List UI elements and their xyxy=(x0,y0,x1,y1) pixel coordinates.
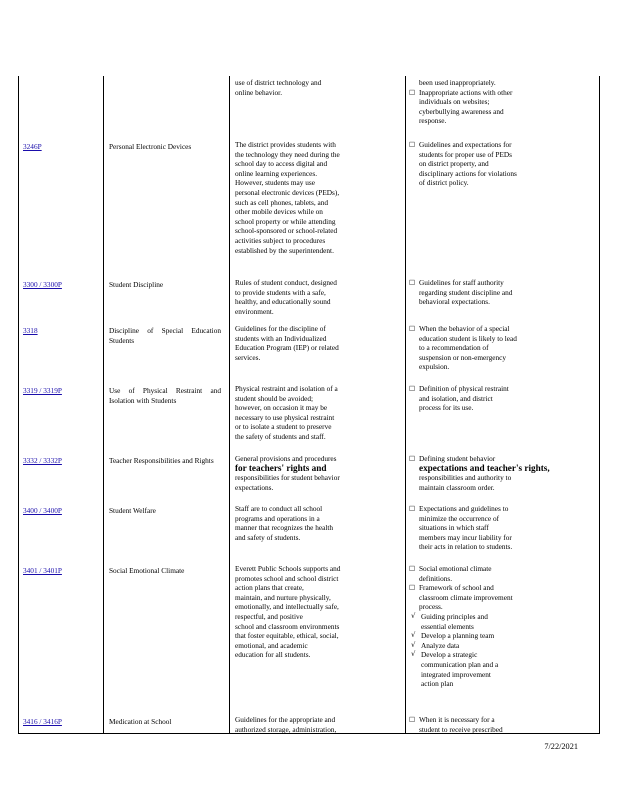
policy-code xyxy=(23,506,99,516)
column-divider xyxy=(405,76,406,733)
description-line: programs and operations in a xyxy=(235,513,320,523)
description-line: personal electronic devices (PEDs), xyxy=(235,187,340,197)
description-line: online behavior. xyxy=(235,87,283,97)
description-line: Education Program (IEP) or related xyxy=(235,343,339,353)
policy-code xyxy=(23,717,99,727)
description-line: emotional, and academic xyxy=(235,640,308,650)
notes-line xyxy=(409,78,569,88)
policy-description xyxy=(235,324,391,362)
policy-name-text: Personal Electronic Devices xyxy=(109,142,192,151)
description-line: or to isolate a student to preserve xyxy=(235,422,332,432)
notes-text: Expectations and guidelines to xyxy=(419,504,509,513)
notes-line xyxy=(409,564,569,574)
description-line: education for all students. xyxy=(235,650,311,660)
description-line: other mobile devices while on xyxy=(235,207,323,217)
notes-text: behavioral expectations. xyxy=(419,297,490,307)
sub-bullet-text: Analyze data xyxy=(421,640,460,650)
policy-notes xyxy=(409,454,569,492)
notes-line xyxy=(409,362,569,372)
notes-text: process. xyxy=(419,602,443,612)
notes-line xyxy=(409,116,569,126)
description-line: action plans that create, xyxy=(235,583,304,593)
policy-name xyxy=(109,142,221,152)
description-line: however, on occasion it may be xyxy=(235,403,328,413)
description-line: authorized storage, administration, xyxy=(235,724,337,734)
notes-line xyxy=(409,278,569,288)
notes-line xyxy=(409,403,569,413)
policy-description xyxy=(235,78,391,97)
description-line: to provide students with a safe, xyxy=(235,287,326,297)
policy-name xyxy=(109,456,221,466)
policy-name xyxy=(109,280,221,290)
description-line: school property or while attending xyxy=(235,216,336,226)
description-line: school-sponsored or school-related xyxy=(235,226,338,236)
policy-description xyxy=(235,454,391,492)
description-line: services. xyxy=(235,352,261,362)
policy-code xyxy=(23,566,99,576)
notes-text: students for proper use of PEDs xyxy=(419,149,513,159)
notes-line xyxy=(409,343,569,353)
policy-name xyxy=(109,506,221,516)
description-line: General provisions and procedures xyxy=(235,454,337,463)
sub-bullet-text: communication plan and a xyxy=(421,659,499,669)
description-line: However, students may use xyxy=(235,178,315,188)
description-line: manner that recognizes the health xyxy=(235,523,334,533)
policy-notes xyxy=(409,140,569,188)
notes-line xyxy=(409,394,569,404)
notes-line xyxy=(409,725,569,735)
description-line: and safety of students. xyxy=(235,532,301,542)
description-line: school and classroom environments xyxy=(235,621,340,631)
description-line: that foster equitable, ethical, social, xyxy=(235,631,339,641)
policy-notes xyxy=(409,564,569,689)
notes-text: response. xyxy=(419,116,447,126)
description-line: environment. xyxy=(235,306,274,316)
notes-line xyxy=(409,574,569,584)
description-line: the technology they need during the xyxy=(235,149,340,159)
description-line: established by the superintendent. xyxy=(235,245,334,255)
notes-text: situations in which staff xyxy=(419,523,489,533)
notes-line xyxy=(409,715,569,725)
policy-code xyxy=(23,456,99,466)
policy-description xyxy=(235,564,391,660)
notes-line xyxy=(409,542,569,552)
description-line: necessary to use physical restraint xyxy=(235,412,335,422)
policy-link[interactable]: 3416 / 3416P xyxy=(23,717,62,726)
check-mark-icon: √ xyxy=(411,640,416,649)
notes-text: regarding student discipline and xyxy=(419,287,513,297)
policy-notes xyxy=(409,384,569,413)
notes-line xyxy=(409,169,569,179)
notes-line xyxy=(409,159,569,169)
description-line: healthy, and educationally sound xyxy=(235,297,331,307)
notes-line xyxy=(409,583,569,593)
notes-line xyxy=(409,140,569,150)
policy-description xyxy=(235,278,391,316)
policy-name-text: Student Discipline xyxy=(109,280,164,289)
policy-link[interactable]: 3318 xyxy=(23,326,38,335)
description-line: online learning experiences. xyxy=(235,168,318,178)
description-line: the safety of students and staff. xyxy=(235,431,326,441)
policy-link[interactable]: 3246P xyxy=(23,142,42,151)
sub-bullet-line xyxy=(409,660,569,670)
policy-notes xyxy=(409,324,569,372)
policy-name-text: Social Emotional Climate xyxy=(109,566,185,575)
description-line: Rules of student conduct, designed xyxy=(235,278,337,287)
sub-bullet-line xyxy=(409,670,569,680)
description-line: The district provides students with xyxy=(235,140,336,149)
description-line: maintain, and nurture physically, xyxy=(235,592,331,602)
notes-line xyxy=(409,504,569,514)
notes-line xyxy=(409,483,569,493)
notes-text: process for its use. xyxy=(419,403,474,413)
column-divider xyxy=(229,76,230,733)
notes-line xyxy=(409,324,569,334)
description-line: emotionally, and intellectually safe, xyxy=(235,602,339,612)
description-line: respectful, and positive xyxy=(235,611,303,621)
square-bullet-icon: □ xyxy=(409,324,416,332)
column-divider xyxy=(103,76,104,733)
notes-text: disciplinary actions for violations xyxy=(419,168,517,178)
notes-line xyxy=(409,464,569,474)
policy-name-text: Student Welfare xyxy=(109,506,156,515)
square-bullet-icon: □ xyxy=(409,140,416,148)
notes-line xyxy=(409,602,569,612)
notes-line xyxy=(409,593,569,603)
notes-text: expectations and teacher's rights, xyxy=(419,463,550,473)
description-line: use of district technology and xyxy=(235,78,322,87)
policy-description xyxy=(235,140,391,255)
check-mark-icon: √ xyxy=(411,611,416,620)
square-bullet-icon: □ xyxy=(409,87,416,96)
description-line: Staff are to conduct all school xyxy=(235,504,323,513)
policy-name xyxy=(109,386,221,405)
policy-name-text: Medication at School xyxy=(109,717,172,726)
notes-line xyxy=(409,473,569,483)
notes-text: their acts in relation to students. xyxy=(419,542,513,552)
policy-name xyxy=(109,326,221,345)
notes-text: classroom climate improvement xyxy=(419,592,513,602)
policy-description xyxy=(235,715,391,734)
sub-bullet-line xyxy=(409,612,569,622)
policy-link[interactable]: 3401 / 3401P xyxy=(23,566,62,575)
square-bullet-icon: □ xyxy=(409,454,416,462)
description-line: Guidelines for the appropriate and xyxy=(235,715,336,724)
notes-line xyxy=(409,334,569,344)
description-line: for teachers' rights and xyxy=(235,463,327,473)
notes-text: Inappropriate actions with other xyxy=(419,87,513,97)
description-line: student should be avoided; xyxy=(235,393,314,403)
notes-line xyxy=(409,514,569,524)
notes-line xyxy=(409,297,569,307)
notes-line xyxy=(409,384,569,394)
square-bullet-icon: □ xyxy=(409,583,416,592)
description-line: school day to access digital and xyxy=(235,159,328,169)
notes-text: Social emotional climate xyxy=(419,564,492,573)
policy-notes xyxy=(409,504,569,552)
notes-text: definitions. xyxy=(419,573,453,583)
footer-date: 7/22/2021 xyxy=(544,742,578,751)
notes-line xyxy=(409,97,569,107)
policy-code xyxy=(23,386,99,396)
notes-text: When the behavior of a special xyxy=(419,324,510,333)
sub-bullet-text: Develop a strategic xyxy=(421,650,478,660)
sub-bullet-line xyxy=(409,622,569,632)
notes-text: minimize the occurrence of xyxy=(419,513,500,523)
description-line: Everett Public Schools supports and xyxy=(235,564,341,573)
policy-description xyxy=(235,504,391,542)
policy-name-text: Use of Physical Restraint and Isolation with Students xyxy=(109,386,221,405)
notes-line xyxy=(409,523,569,533)
sub-bullet-text: action plan xyxy=(421,679,454,689)
policy-code xyxy=(23,142,99,152)
notes-text: on district property, and xyxy=(419,159,489,169)
notes-text: expulsion. xyxy=(419,362,450,372)
policy-table xyxy=(18,76,600,734)
sub-bullet-line xyxy=(409,650,569,660)
check-mark-icon: √ xyxy=(411,650,416,659)
notes-line xyxy=(409,107,569,117)
policy-link[interactable]: 3319 / 3319P xyxy=(23,386,62,395)
policy-link[interactable]: 3300 / 3300P xyxy=(23,280,62,289)
notes-text: been used inappropriately. xyxy=(419,78,496,87)
notes-text: When it is necessary for a xyxy=(419,715,495,724)
description-line: expectations. xyxy=(235,482,274,492)
description-line: students with an Individualized xyxy=(235,333,327,343)
square-bullet-icon: □ xyxy=(409,278,416,286)
description-line: Guidelines for the discipline of xyxy=(235,324,326,333)
square-bullet-icon: □ xyxy=(409,504,416,512)
policy-code xyxy=(23,280,99,290)
notes-line xyxy=(409,150,569,160)
square-bullet-icon: □ xyxy=(409,384,416,392)
notes-text: suspension or non-emergency xyxy=(419,352,507,362)
description-line: activities subject to procedures xyxy=(235,235,326,245)
policy-name-text: Teacher Responsibilities and Rights xyxy=(109,456,214,465)
sub-bullet-text: Guiding principles and xyxy=(421,611,488,621)
policy-name xyxy=(109,717,221,727)
check-mark-icon: √ xyxy=(411,631,416,640)
policy-notes xyxy=(409,78,569,126)
notes-line xyxy=(409,353,569,363)
notes-text: Guidelines for staff authority xyxy=(419,278,504,287)
notes-line xyxy=(409,88,569,98)
description-line: responsibilities for student behavior xyxy=(235,473,340,483)
notes-text: of district policy. xyxy=(419,178,469,188)
description-line: such as cell phones, tablets, and xyxy=(235,197,329,207)
square-bullet-icon: □ xyxy=(409,564,416,572)
notes-text: individuals on websites; xyxy=(419,97,490,107)
notes-text: and isolation, and district xyxy=(419,393,493,403)
sub-bullet-line xyxy=(409,631,569,641)
policy-name-text: Discipline of Special Education Students xyxy=(109,326,221,345)
notes-text: cyberbullying awareness and xyxy=(419,106,504,116)
policy-code xyxy=(23,326,99,336)
notes-line xyxy=(409,533,569,543)
notes-text: responsibilities and authority to xyxy=(419,473,512,483)
sub-bullet-text: Develop a planning team xyxy=(421,631,495,641)
notes-text: Defining student behavior xyxy=(419,454,496,463)
policy-notes xyxy=(409,715,569,734)
sub-bullet-line xyxy=(409,641,569,651)
policy-link[interactable]: 3332 / 3332P xyxy=(23,456,62,465)
description-line: Physical restraint and isolation of a xyxy=(235,384,338,393)
description-line: promotes school and school district xyxy=(235,573,339,583)
sub-bullet-text: essential elements xyxy=(421,621,474,631)
notes-text: Guidelines and expectations for xyxy=(419,140,512,149)
notes-text: Framework of school and xyxy=(419,583,494,593)
notes-text: maintain classroom order. xyxy=(419,482,495,492)
notes-text: student to receive prescribed xyxy=(419,724,503,734)
policy-link[interactable]: 3400 / 3400P xyxy=(23,506,62,515)
square-bullet-icon: □ xyxy=(409,715,416,723)
policy-description xyxy=(235,384,391,442)
notes-line xyxy=(409,178,569,188)
sub-bullet-text: integrated improvement xyxy=(421,669,491,679)
notes-text: education student is likely to lead xyxy=(419,333,517,343)
notes-line xyxy=(409,288,569,298)
notes-text: to a recommendation of xyxy=(419,343,489,353)
notes-text: members may incur liability for xyxy=(419,532,512,542)
notes-line xyxy=(409,454,569,464)
policy-name xyxy=(109,566,221,576)
policy-notes xyxy=(409,278,569,307)
sub-bullet-line xyxy=(409,679,569,689)
notes-text: Definition of physical restraint xyxy=(419,384,509,393)
